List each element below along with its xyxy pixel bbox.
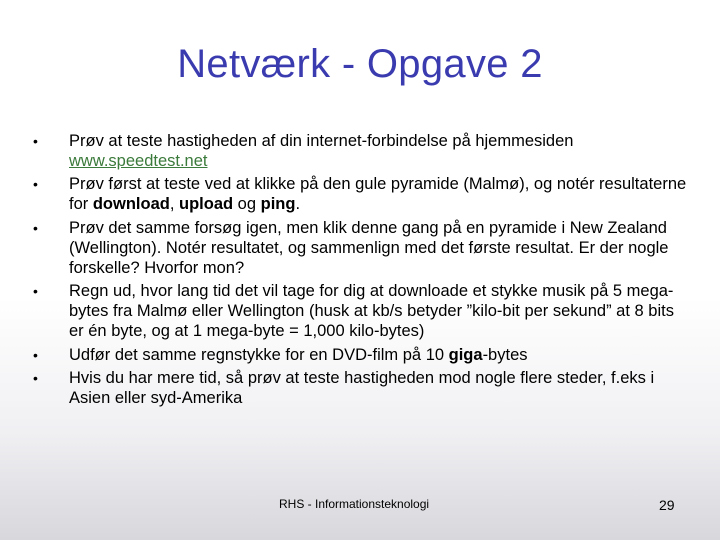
bold-download: download <box>92 195 170 214</box>
bullet-text: Prøv først at teste ved at klikke på den gule pyramide (Malmø), og notér resultaterne for <box>69 175 687 214</box>
bullet-text: Regn ud, hvor lang tid det vil tage for dig at downloade et stykke musik på 5 mega-bytes fra Malmø eller Wellington (husk at kb/s betyder ”kilo-bit per sekund” at 8 bits er én byte, og at 1 mega-byte = 1,000 kilo-bytes) <box>69 282 674 341</box>
bullet-text: Udfør det samme regnstykke for en DVD-film på 10 <box>69 345 449 364</box>
slide-title: Netværk - Opgave 2 <box>177 42 543 86</box>
bullet-item-1 <box>33 131 693 171</box>
page-number: 29 <box>659 497 675 513</box>
bullet-icon: • <box>33 369 38 386</box>
speedtest-link[interactable]: www.speedtest.net <box>69 152 208 170</box>
bold-upload: upload <box>179 195 234 214</box>
bullet-text: -bytes <box>482 345 528 364</box>
bold-ping: ping <box>260 195 296 214</box>
bullet-icon: • <box>33 176 38 193</box>
bullet-text: Hvis du har mere tid, så prøv at teste hastigheden mod nogle flere steder, f.eks i Asien eller syd-Amerika <box>69 368 655 407</box>
bullet-list <box>33 131 693 411</box>
bullet-icon: • <box>33 283 38 300</box>
bullet-icon: • <box>33 219 38 236</box>
footer-text: RHS - Informationsteknologi <box>279 497 430 511</box>
bullet-item-3 <box>33 218 693 278</box>
bullet-text: , <box>169 195 180 214</box>
bullet-item-5 <box>33 345 693 365</box>
bullet-icon: • <box>33 346 38 363</box>
bullet-icon: • <box>33 133 38 149</box>
bullet-text: . <box>295 195 301 214</box>
bold-giga: giga <box>448 345 483 364</box>
bullet-text: Prøv det samme forsøg igen, men klik denne gang på en pyramide i New Zealand (Wellington). Notér resultatet, og sammenlign med det første resultat. Er der nogle forskelle? Hvorfor mon? <box>69 218 669 277</box>
bullet-item-4 <box>33 281 693 341</box>
bullet-item-2 <box>33 174 693 214</box>
bullet-text: Prøv at teste hastigheden af din internet-forbindelse på hjemmesiden <box>69 132 574 150</box>
bullet-text: og <box>233 195 261 214</box>
bullet-item-6 <box>33 368 693 408</box>
